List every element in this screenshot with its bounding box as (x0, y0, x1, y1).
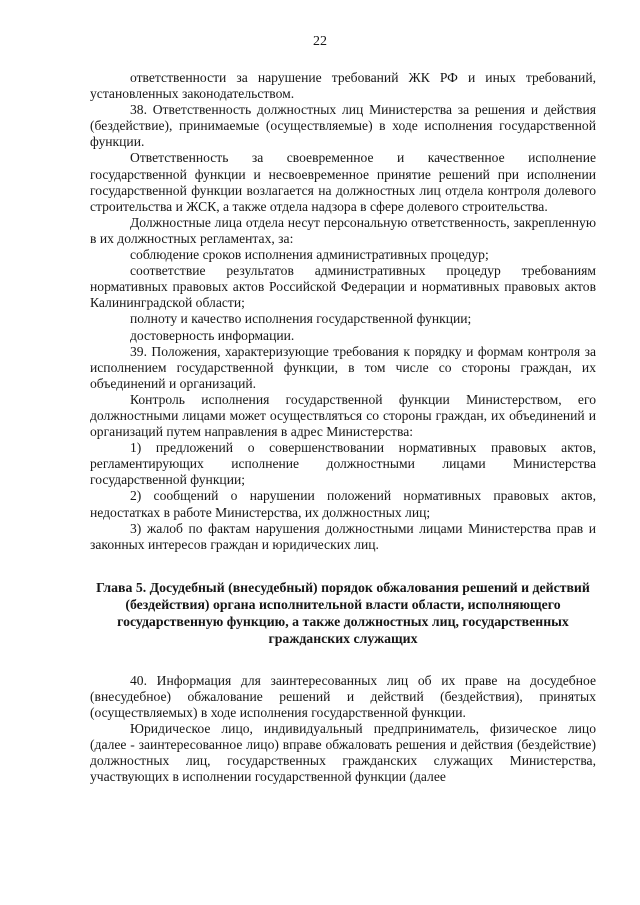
list-item: достоверность информации. (130, 327, 295, 343)
page-number: 22 (313, 34, 327, 49)
chapter-heading: Глава 5. Досудебный (внесудебный) порядок обжалования решений и действий (бездействия) органа исполнительной власти области, исполняющего государственную функцию, а также должностных лиц, государственных гражданских служащих (96, 579, 590, 646)
paragraph: Контроль исполнения государственной функции Министерством, его должностными лицами может осуществляться со стороны граждан, их объединений и организаций путем направления в адрес Министерства: (90, 391, 596, 440)
list-item: 2) сообщений о нарушении положений нормативных правовых актов, недостатках в работе Министерства, их должностных лиц; (90, 488, 596, 520)
document-body (90, 70, 596, 785)
list-item: соблюдение сроков исполнения административных процедур; (130, 247, 489, 263)
paragraph: Юридическое лицо, индивидуальный предприниматель, физическое лицо (далее - заинтересованное лицо) вправе обжаловать решения и действия (бездействие) должностных лиц, государственных гражданских служащих Министерства, участвующих в исполнении государственной функции (далее (90, 721, 596, 785)
paragraph: 39. Положения, характеризующие требования к порядку и формам контроля за исполнением государственной функции, в том числе со стороны граждан, их объединений и организаций. (90, 343, 596, 391)
paragraph: 38. Ответственность должностных лиц Министерства за решения и действия (бездействие), принимаемые (осуществляемые) в ходе исполнения государственной функции. (90, 102, 596, 150)
paragraph: Должностные лица отдела несут персональную ответственность, закрепленную в их должностных регламентах, за: (90, 214, 596, 246)
list-item: 1) предложений о совершенствовании нормативных правовых актов, регламентирующих исполнение должностными лицами Министерства государственной функции; (90, 440, 596, 488)
list-item: соответствие результатов административных процедур требованиям нормативных правовых актов Российской Федерации и нормативных правовых актов Калининградской области; (90, 263, 596, 311)
list-item: 3) жалоб по фактам нарушения должностными лицами Министерства прав и законных интересов граждан и юридических лиц. (90, 520, 596, 552)
paragraph: 40. Информация для заинтересованных лиц об их праве на досудебное (внесудебное) обжалование решений и действий (бездействия), принятых (осуществляемых) в ходе исполнения государственной функции. (90, 672, 596, 720)
paragraph: Ответственность за своевременное и качественное исполнение государственной функции и несвоевременное принятие решений при исполнении государственной функции возлагается на должностных лиц отдела контроля долевого строительства и ЖСК, а также отдела надзора в сфере долевого строительства. (90, 150, 596, 214)
paragraph: ответственности за нарушение требований ЖК РФ и иных требований, установленных законодательством. (90, 70, 596, 102)
list-item: полноту и качество исполнения государственной функции; (130, 311, 472, 327)
